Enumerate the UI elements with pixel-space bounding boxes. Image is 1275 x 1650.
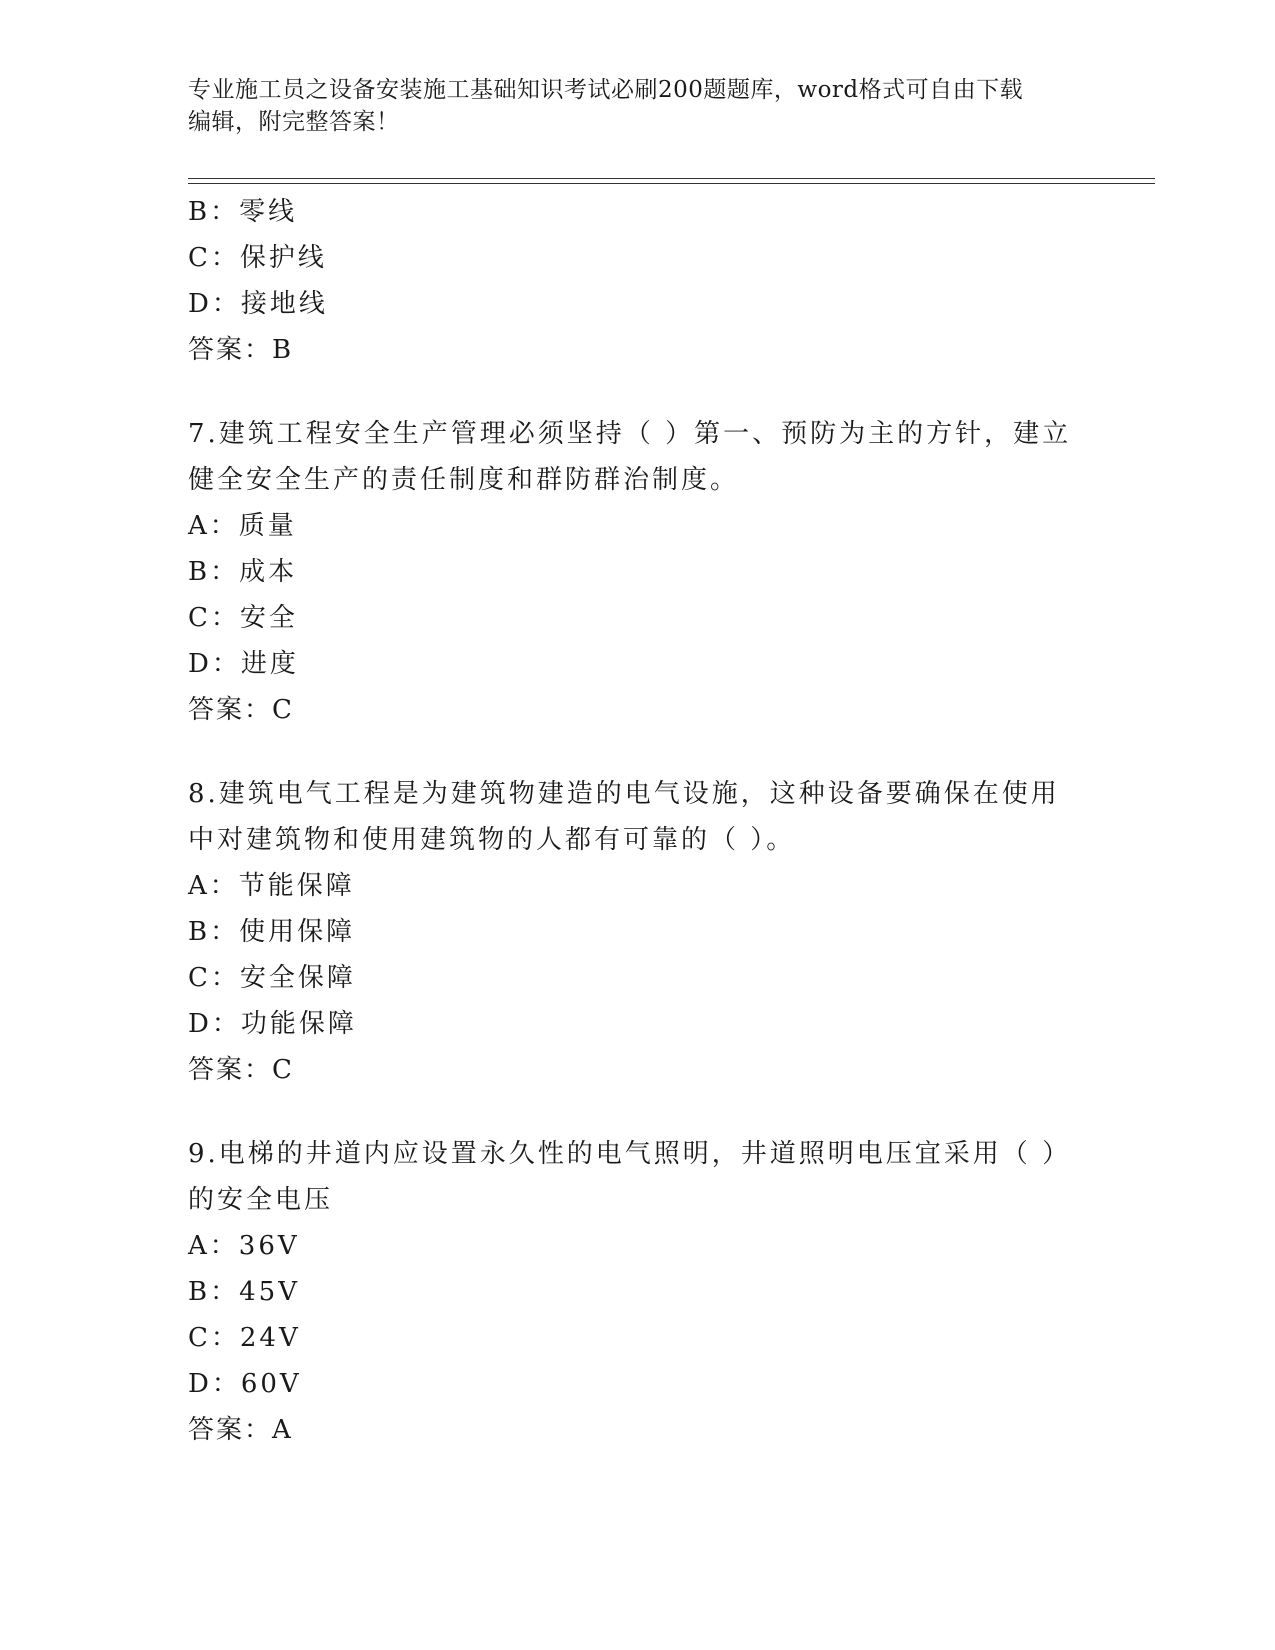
option-b: B：45V <box>188 1277 300 1307</box>
document-body <box>188 189 1088 1453</box>
prev-question-tail <box>188 189 1088 373</box>
question-stem-line: 7.建筑工程安全生产管理必须坚持（ ）第一、预防为主的方针，建立 <box>188 419 1072 449</box>
option-b: B：零线 <box>188 197 298 227</box>
option-d: D：接地线 <box>188 289 328 319</box>
option-c: C：安全 <box>188 603 298 633</box>
option-d: D：60V <box>188 1369 302 1399</box>
question-stem-line: 的安全电压 <box>188 1185 334 1215</box>
option-b: B：使用保障 <box>188 917 356 947</box>
header-divider-bottom <box>188 183 1155 184</box>
question-8 <box>188 771 1088 1093</box>
option-d: D：功能保障 <box>188 1009 357 1039</box>
question-stem-line: 中对建筑物和使用建筑物的人都有可靠的（ ）。 <box>188 825 796 855</box>
option-d: D：进度 <box>188 649 299 679</box>
question-9 <box>188 1131 1088 1453</box>
answer-line: 答案：A <box>188 1415 293 1445</box>
option-c: C：24V <box>188 1323 301 1353</box>
header-line-2: 编辑，附完整答案！ <box>188 109 400 135</box>
answer-line: 答案：B <box>188 335 294 365</box>
question-stem-line: 9.电梯的井道内应设置永久性的电气照明，井道照明电压宜采用（ ） <box>188 1139 1072 1169</box>
option-a: A：质量 <box>188 511 297 541</box>
document-header <box>188 74 1088 138</box>
question-7 <box>188 411 1088 733</box>
option-b: B：成本 <box>188 557 298 587</box>
header-line-1: 专业施工员之设备安装施工基础知识考试必刷200题题库，word格式可自由下载 <box>188 77 1024 103</box>
option-c: C：保护线 <box>188 243 327 273</box>
option-a: A：36V <box>188 1231 300 1261</box>
question-stem-line: 健全安全生产的责任制度和群防群治制度。 <box>188 465 740 495</box>
header-divider-top <box>188 178 1155 179</box>
answer-line: 答案：C <box>188 1055 294 1085</box>
answer-line: 答案：C <box>188 695 294 725</box>
option-a: A：节能保障 <box>188 871 355 901</box>
question-stem-line: 8.建筑电气工程是为建筑物建造的电气设施，这种设备要确保在使用 <box>188 779 1060 809</box>
option-c: C：安全保障 <box>188 963 356 993</box>
